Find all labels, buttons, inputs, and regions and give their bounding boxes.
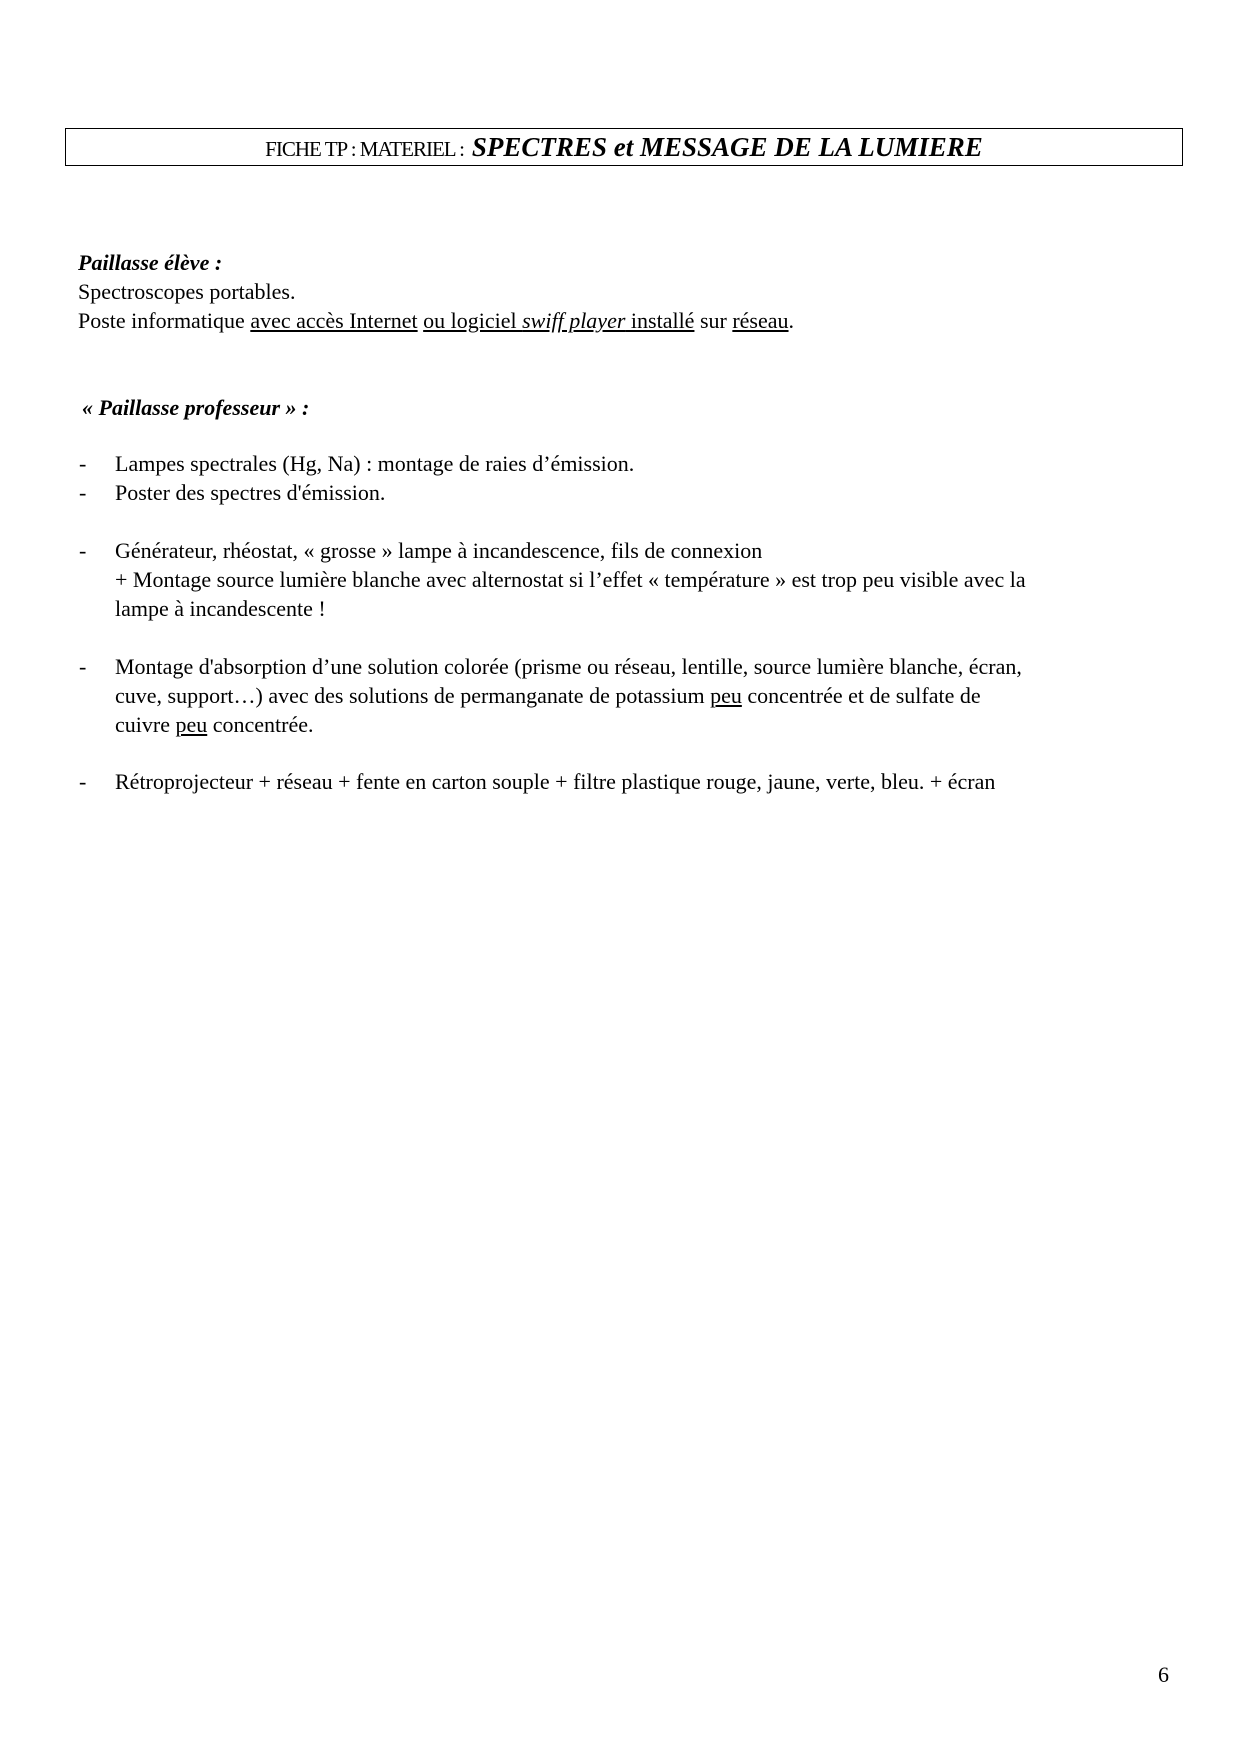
list-item-cont: lampe à incandescente ! bbox=[115, 596, 326, 621]
list-item: Rétroprojecteur + réseau + fente en carton souple + filtre plastique rouge, jaune, verte, bleu. + écran bbox=[115, 769, 996, 794]
page-number: 6 bbox=[1158, 1662, 1169, 1687]
list-item-cont: cuivre peu concentrée. bbox=[115, 712, 314, 737]
bullet: - bbox=[79, 451, 87, 476]
list-item: Montage d'absorption d’une solution colorée (prisme ou réseau, lentille, source lumière blanche, écran, bbox=[115, 654, 1022, 679]
title-prefix: FICHE TP : MATERIEL : bbox=[265, 137, 464, 161]
list-item: Lampes spectrales (Hg, Na) : montage de raies d’émission. bbox=[115, 451, 635, 476]
list-item-cont: + Montage source lumière blanche avec alternostat si l’effet « température » est trop peu visible avec la bbox=[115, 567, 1026, 592]
professeur-heading: « Paillasse professeur » : bbox=[82, 395, 310, 420]
eleve-heading: Paillasse élève : bbox=[78, 250, 223, 275]
title-main: SPECTRES et MESSAGE DE LA LUMIERE bbox=[471, 132, 983, 162]
bullet: - bbox=[79, 538, 87, 563]
list-item-cont: cuve, support…) avec des solutions de permanganate de potassium peu concentrée et de sulfate de bbox=[115, 683, 981, 708]
bullet: - bbox=[79, 769, 87, 794]
list-item: Poster des spectres d'émission. bbox=[115, 480, 386, 505]
bullet: - bbox=[79, 654, 87, 679]
bullet: - bbox=[79, 480, 87, 505]
list-item: Générateur, rhéostat, « grosse » lampe à incandescence, fils de connexion bbox=[115, 538, 763, 563]
eleve-line-2: Poste informatique avec accès Internet ou logiciel swiff player installé sur réseau. bbox=[78, 308, 795, 333]
title-box bbox=[65, 128, 1183, 166]
eleve-line-1: Spectroscopes portables. bbox=[78, 279, 296, 304]
